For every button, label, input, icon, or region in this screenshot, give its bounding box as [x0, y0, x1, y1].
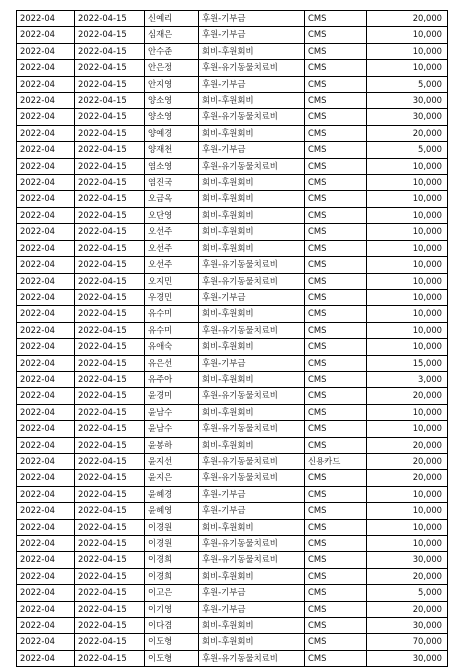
- method-cell: CMS: [305, 585, 367, 601]
- name-cell: 양소영: [145, 93, 199, 109]
- name-cell: 안수준: [145, 43, 199, 59]
- amount-cell: 10,000: [367, 421, 448, 437]
- table-row: [17, 175, 448, 191]
- date-cell: 2022-04-15: [75, 503, 145, 519]
- table-row: [17, 240, 448, 256]
- name-cell: 윤경미: [145, 388, 199, 404]
- type-cell: 후원-기부금: [199, 355, 305, 371]
- amount-cell: 30,000: [367, 618, 448, 634]
- method-cell: CMS: [305, 322, 367, 338]
- method-cell: CMS: [305, 158, 367, 174]
- month-cell: 2022-04: [17, 158, 75, 174]
- date-cell: 2022-04-15: [75, 27, 145, 43]
- month-cell: 2022-04: [17, 43, 75, 59]
- table-row: [17, 486, 448, 502]
- method-cell: CMS: [305, 60, 367, 76]
- month-cell: 2022-04: [17, 601, 75, 617]
- amount-cell: 10,000: [367, 257, 448, 273]
- name-cell: 윤혜영: [145, 503, 199, 519]
- month-cell: 2022-04: [17, 142, 75, 158]
- name-cell: 윤남수: [145, 421, 199, 437]
- date-cell: 2022-04-15: [75, 404, 145, 420]
- date-cell: 2022-04-15: [75, 306, 145, 322]
- month-cell: 2022-04: [17, 470, 75, 486]
- month-cell: 2022-04: [17, 109, 75, 125]
- name-cell: 오선주: [145, 257, 199, 273]
- type-cell: 후원-기부금: [199, 76, 305, 92]
- type-cell: 후원-유기동물치료비: [199, 453, 305, 469]
- type-cell: 회비-후원회비: [199, 634, 305, 650]
- amount-cell: 10,000: [367, 207, 448, 223]
- type-cell: 회비-후원회비: [199, 224, 305, 240]
- month-cell: 2022-04: [17, 240, 75, 256]
- method-cell: CMS: [305, 404, 367, 420]
- name-cell: 이경원: [145, 536, 199, 552]
- table-row: [17, 158, 448, 174]
- name-cell: 염소영: [145, 158, 199, 174]
- amount-cell: 30,000: [367, 93, 448, 109]
- method-cell: CMS: [305, 175, 367, 191]
- table-row: [17, 421, 448, 437]
- month-cell: 2022-04: [17, 273, 75, 289]
- month-cell: 2022-04: [17, 93, 75, 109]
- name-cell: 윤남수: [145, 404, 199, 420]
- amount-cell: 10,000: [367, 339, 448, 355]
- method-cell: CMS: [305, 486, 367, 502]
- name-cell: 심재은: [145, 27, 199, 43]
- method-cell: CMS: [305, 519, 367, 535]
- donation-ledger-table: [16, 10, 448, 667]
- method-cell: CMS: [305, 207, 367, 223]
- table-row: [17, 93, 448, 109]
- table-row: [17, 634, 448, 650]
- month-cell: 2022-04: [17, 503, 75, 519]
- name-cell: 윤지은: [145, 470, 199, 486]
- date-cell: 2022-04-15: [75, 322, 145, 338]
- month-cell: 2022-04: [17, 486, 75, 502]
- name-cell: 안지영: [145, 76, 199, 92]
- type-cell: 회비-후원회비: [199, 568, 305, 584]
- amount-cell: 5,000: [367, 142, 448, 158]
- month-cell: 2022-04: [17, 437, 75, 453]
- table-row: [17, 371, 448, 387]
- method-cell: CMS: [305, 371, 367, 387]
- type-cell: 회비-후원회비: [199, 618, 305, 634]
- method-cell: CMS: [305, 437, 367, 453]
- date-cell: 2022-04-15: [75, 585, 145, 601]
- table-row: [17, 257, 448, 273]
- amount-cell: 10,000: [367, 43, 448, 59]
- type-cell: 후원-기부금: [199, 486, 305, 502]
- name-cell: 유주아: [145, 371, 199, 387]
- table-row: [17, 43, 448, 59]
- month-cell: 2022-04: [17, 650, 75, 666]
- type-cell: 후원-유기동물치료비: [199, 109, 305, 125]
- table-row: [17, 568, 448, 584]
- ledger-body: [17, 11, 448, 667]
- method-cell: CMS: [305, 125, 367, 141]
- date-cell: 2022-04-15: [75, 43, 145, 59]
- method-cell: CMS: [305, 27, 367, 43]
- type-cell: 후원-기부금: [199, 585, 305, 601]
- name-cell: 유수미: [145, 306, 199, 322]
- type-cell: 후원-기부금: [199, 503, 305, 519]
- type-cell: 회비-후원회비: [199, 93, 305, 109]
- date-cell: 2022-04-15: [75, 568, 145, 584]
- amount-cell: 20,000: [367, 453, 448, 469]
- name-cell: 양예경: [145, 125, 199, 141]
- date-cell: 2022-04-15: [75, 634, 145, 650]
- amount-cell: 20,000: [367, 437, 448, 453]
- amount-cell: 5,000: [367, 76, 448, 92]
- amount-cell: 10,000: [367, 175, 448, 191]
- method-cell: CMS: [305, 109, 367, 125]
- amount-cell: 10,000: [367, 224, 448, 240]
- method-cell: CMS: [305, 552, 367, 568]
- table-row: [17, 618, 448, 634]
- date-cell: 2022-04-15: [75, 371, 145, 387]
- month-cell: 2022-04: [17, 634, 75, 650]
- amount-cell: 20,000: [367, 125, 448, 141]
- type-cell: 회비-후원회비: [199, 191, 305, 207]
- date-cell: 2022-04-15: [75, 536, 145, 552]
- method-cell: CMS: [305, 11, 367, 27]
- amount-cell: 10,000: [367, 322, 448, 338]
- type-cell: 후원-유기동물치료비: [199, 536, 305, 552]
- date-cell: 2022-04-15: [75, 109, 145, 125]
- date-cell: 2022-04-15: [75, 486, 145, 502]
- type-cell: 후원-유기동물치료비: [199, 322, 305, 338]
- date-cell: 2022-04-15: [75, 618, 145, 634]
- method-cell: CMS: [305, 421, 367, 437]
- date-cell: 2022-04-15: [75, 93, 145, 109]
- type-cell: 회비-후원회비: [199, 207, 305, 223]
- month-cell: 2022-04: [17, 11, 75, 27]
- amount-cell: 30,000: [367, 650, 448, 666]
- table-row: [17, 207, 448, 223]
- date-cell: 2022-04-15: [75, 355, 145, 371]
- type-cell: 후원-유기동물치료비: [199, 158, 305, 174]
- month-cell: 2022-04: [17, 568, 75, 584]
- type-cell: 회비-후원회비: [199, 125, 305, 141]
- name-cell: 신예리: [145, 11, 199, 27]
- table-row: [17, 388, 448, 404]
- name-cell: 유애숙: [145, 339, 199, 355]
- month-cell: 2022-04: [17, 339, 75, 355]
- month-cell: 2022-04: [17, 60, 75, 76]
- amount-cell: 10,000: [367, 158, 448, 174]
- table-row: [17, 404, 448, 420]
- type-cell: 후원-유기동물치료비: [199, 650, 305, 666]
- amount-cell: 10,000: [367, 289, 448, 305]
- date-cell: 2022-04-15: [75, 207, 145, 223]
- date-cell: 2022-04-15: [75, 421, 145, 437]
- month-cell: 2022-04: [17, 552, 75, 568]
- date-cell: 2022-04-15: [75, 453, 145, 469]
- method-cell: CMS: [305, 289, 367, 305]
- type-cell: 회비-후원회비: [199, 371, 305, 387]
- name-cell: 이다겸: [145, 618, 199, 634]
- month-cell: 2022-04: [17, 76, 75, 92]
- table-row: [17, 27, 448, 43]
- date-cell: 2022-04-15: [75, 339, 145, 355]
- month-cell: 2022-04: [17, 224, 75, 240]
- month-cell: 2022-04: [17, 536, 75, 552]
- method-cell: CMS: [305, 191, 367, 207]
- amount-cell: 30,000: [367, 552, 448, 568]
- date-cell: 2022-04-15: [75, 601, 145, 617]
- name-cell: 염진국: [145, 175, 199, 191]
- type-cell: 회비-후원회비: [199, 175, 305, 191]
- method-cell: 신용카드: [305, 453, 367, 469]
- date-cell: 2022-04-15: [75, 76, 145, 92]
- method-cell: CMS: [305, 568, 367, 584]
- method-cell: CMS: [305, 536, 367, 552]
- type-cell: 후원-기부금: [199, 11, 305, 27]
- amount-cell: 20,000: [367, 470, 448, 486]
- date-cell: 2022-04-15: [75, 552, 145, 568]
- amount-cell: 10,000: [367, 503, 448, 519]
- table-row: [17, 355, 448, 371]
- type-cell: 후원-기부금: [199, 142, 305, 158]
- table-row: [17, 650, 448, 666]
- month-cell: 2022-04: [17, 421, 75, 437]
- method-cell: CMS: [305, 76, 367, 92]
- amount-cell: 10,000: [367, 27, 448, 43]
- table-row: [17, 552, 448, 568]
- amount-cell: 5,000: [367, 585, 448, 601]
- name-cell: 오선주: [145, 224, 199, 240]
- name-cell: 이고은: [145, 585, 199, 601]
- name-cell: 윤봉하: [145, 437, 199, 453]
- month-cell: 2022-04: [17, 585, 75, 601]
- amount-cell: 20,000: [367, 11, 448, 27]
- table-row: [17, 322, 448, 338]
- table-row: [17, 536, 448, 552]
- month-cell: 2022-04: [17, 125, 75, 141]
- name-cell: 오지민: [145, 273, 199, 289]
- method-cell: CMS: [305, 273, 367, 289]
- method-cell: CMS: [305, 240, 367, 256]
- amount-cell: 10,000: [367, 519, 448, 535]
- table-row: [17, 11, 448, 27]
- month-cell: 2022-04: [17, 618, 75, 634]
- table-row: [17, 109, 448, 125]
- table-row: [17, 60, 448, 76]
- method-cell: CMS: [305, 388, 367, 404]
- type-cell: 후원-기부금: [199, 601, 305, 617]
- month-cell: 2022-04: [17, 207, 75, 223]
- type-cell: 후원-유기동물치료비: [199, 273, 305, 289]
- amount-cell: 20,000: [367, 601, 448, 617]
- month-cell: 2022-04: [17, 404, 75, 420]
- table-row: [17, 339, 448, 355]
- table-row: [17, 142, 448, 158]
- month-cell: 2022-04: [17, 289, 75, 305]
- table-row: [17, 453, 448, 469]
- method-cell: CMS: [305, 339, 367, 355]
- amount-cell: 10,000: [367, 273, 448, 289]
- table-row: [17, 601, 448, 617]
- name-cell: 이경희: [145, 552, 199, 568]
- type-cell: 후원-유기동물치료비: [199, 552, 305, 568]
- table-row: [17, 289, 448, 305]
- date-cell: 2022-04-15: [75, 437, 145, 453]
- amount-cell: 70,000: [367, 634, 448, 650]
- name-cell: 오단영: [145, 207, 199, 223]
- method-cell: CMS: [305, 503, 367, 519]
- method-cell: CMS: [305, 142, 367, 158]
- amount-cell: 20,000: [367, 388, 448, 404]
- method-cell: CMS: [305, 601, 367, 617]
- method-cell: CMS: [305, 224, 367, 240]
- month-cell: 2022-04: [17, 257, 75, 273]
- table-row: [17, 470, 448, 486]
- method-cell: CMS: [305, 650, 367, 666]
- name-cell: 유수미: [145, 322, 199, 338]
- type-cell: 후원-기부금: [199, 289, 305, 305]
- date-cell: 2022-04-15: [75, 470, 145, 486]
- date-cell: 2022-04-15: [75, 125, 145, 141]
- month-cell: 2022-04: [17, 388, 75, 404]
- method-cell: CMS: [305, 470, 367, 486]
- table-row: [17, 76, 448, 92]
- date-cell: 2022-04-15: [75, 519, 145, 535]
- name-cell: 양소영: [145, 109, 199, 125]
- method-cell: CMS: [305, 618, 367, 634]
- method-cell: CMS: [305, 634, 367, 650]
- name-cell: 이경원: [145, 519, 199, 535]
- amount-cell: 3,000: [367, 371, 448, 387]
- month-cell: 2022-04: [17, 371, 75, 387]
- name-cell: 윤지선: [145, 453, 199, 469]
- month-cell: 2022-04: [17, 355, 75, 371]
- type-cell: 후원-유기동물치료비: [199, 421, 305, 437]
- name-cell: 이경희: [145, 568, 199, 584]
- month-cell: 2022-04: [17, 27, 75, 43]
- amount-cell: 10,000: [367, 60, 448, 76]
- date-cell: 2022-04-15: [75, 289, 145, 305]
- date-cell: 2022-04-15: [75, 650, 145, 666]
- month-cell: 2022-04: [17, 175, 75, 191]
- table-row: [17, 125, 448, 141]
- table-row: [17, 503, 448, 519]
- name-cell: 안은정: [145, 60, 199, 76]
- name-cell: 우경민: [145, 289, 199, 305]
- type-cell: 회비-후원회비: [199, 404, 305, 420]
- table-row: [17, 191, 448, 207]
- table-row: [17, 437, 448, 453]
- name-cell: 오선주: [145, 240, 199, 256]
- amount-cell: 10,000: [367, 240, 448, 256]
- type-cell: 후원-유기동물치료비: [199, 60, 305, 76]
- type-cell: 회비-후원회비: [199, 437, 305, 453]
- date-cell: 2022-04-15: [75, 224, 145, 240]
- name-cell: 오금옥: [145, 191, 199, 207]
- table-row: [17, 519, 448, 535]
- month-cell: 2022-04: [17, 519, 75, 535]
- table-row: [17, 224, 448, 240]
- type-cell: 후원-유기동물치료비: [199, 257, 305, 273]
- date-cell: 2022-04-15: [75, 240, 145, 256]
- name-cell: 이도형: [145, 650, 199, 666]
- date-cell: 2022-04-15: [75, 388, 145, 404]
- date-cell: 2022-04-15: [75, 11, 145, 27]
- date-cell: 2022-04-15: [75, 273, 145, 289]
- method-cell: CMS: [305, 93, 367, 109]
- amount-cell: 10,000: [367, 306, 448, 322]
- name-cell: 윤혜경: [145, 486, 199, 502]
- type-cell: 후원-유기동물치료비: [199, 470, 305, 486]
- type-cell: 회비-후원회비: [199, 519, 305, 535]
- table-row: [17, 273, 448, 289]
- method-cell: CMS: [305, 43, 367, 59]
- date-cell: 2022-04-15: [75, 257, 145, 273]
- type-cell: 회비-후원회비: [199, 43, 305, 59]
- name-cell: 이기영: [145, 601, 199, 617]
- name-cell: 양재천: [145, 142, 199, 158]
- month-cell: 2022-04: [17, 322, 75, 338]
- date-cell: 2022-04-15: [75, 175, 145, 191]
- method-cell: CMS: [305, 257, 367, 273]
- table-row: [17, 306, 448, 322]
- type-cell: 후원-기부금: [199, 27, 305, 43]
- type-cell: 회비-후원회비: [199, 240, 305, 256]
- month-cell: 2022-04: [17, 453, 75, 469]
- amount-cell: 30,000: [367, 109, 448, 125]
- date-cell: 2022-04-15: [75, 191, 145, 207]
- name-cell: 이도형: [145, 634, 199, 650]
- amount-cell: 10,000: [367, 404, 448, 420]
- method-cell: CMS: [305, 306, 367, 322]
- table-row: [17, 585, 448, 601]
- amount-cell: 10,000: [367, 536, 448, 552]
- amount-cell: 20,000: [367, 568, 448, 584]
- date-cell: 2022-04-15: [75, 158, 145, 174]
- date-cell: 2022-04-15: [75, 142, 145, 158]
- amount-cell: 10,000: [367, 191, 448, 207]
- month-cell: 2022-04: [17, 306, 75, 322]
- method-cell: CMS: [305, 355, 367, 371]
- type-cell: 회비-후원회비: [199, 339, 305, 355]
- type-cell: 회비-후원회비: [199, 306, 305, 322]
- type-cell: 후원-유기동물치료비: [199, 388, 305, 404]
- amount-cell: 15,000: [367, 355, 448, 371]
- name-cell: 유은선: [145, 355, 199, 371]
- amount-cell: 10,000: [367, 486, 448, 502]
- month-cell: 2022-04: [17, 191, 75, 207]
- date-cell: 2022-04-15: [75, 60, 145, 76]
